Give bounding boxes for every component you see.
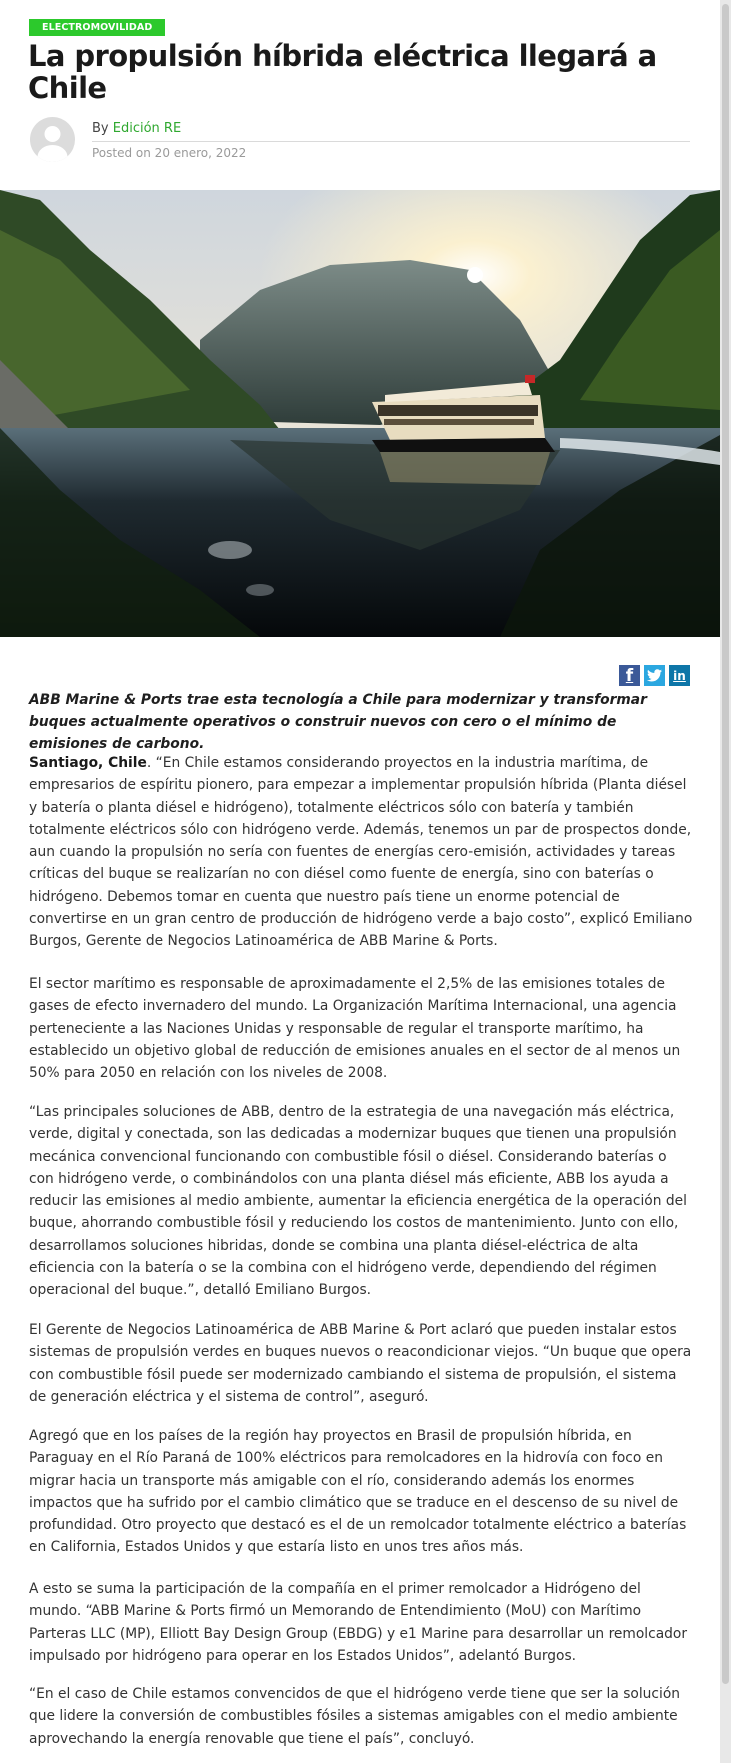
linkedin-share-icon[interactable]: in xyxy=(669,665,690,686)
byline-divider xyxy=(92,141,690,142)
category-badge[interactable]: ELECTROMOVILIDAD xyxy=(29,19,165,36)
article-title: La propulsión híbrida eléctrica llegará a Chile xyxy=(28,39,657,105)
bird-icon xyxy=(647,669,662,682)
paragraph-2: El sector marítimo es responsable de aproximadamente el 2,5% de las emisiones totales de gases de efecto invernadero del mundo. La Organización Marítima Internacional, una agencia perteneciente a las Naciones Unidas y responsable de regular el transporte marítimo, ha establecido un objetivo global de reducción de emisiones anuales en el sector de al menos un 50% para 2050 en relación con los niveles de 2008. xyxy=(29,976,681,1082)
byline xyxy=(92,121,181,136)
page-scrollbar[interactable] xyxy=(720,0,731,1763)
author-avatar xyxy=(30,117,75,162)
scrollbar-thumb[interactable] xyxy=(722,4,729,1684)
dateline: Santiago, Chile xyxy=(29,755,147,771)
paragraph-3: “Las principales soluciones de ABB, dentro de la estrategia de una navegación más eléctrica, verde, digital y conectada, son las dedicadas a modernizar buques que tienen una propulsión mecánica convencional funcionando con combustible fósil o diésel. Considerando baterías o con hidrógeno verde, o combinándolos con una planta diésel más eficiente, ABB los ayuda a reducir las emisiones al medio ambiente, aumentar la eficiencia energética de la operación del buque, ahorrando combustible fósil y reduciendo los costos de mantenimiento. Junto con ello, desarrollamos soluciones hibridas, donde se combina una planta diésel-eléctrica de alta eficiencia con la batería o se la combina con el hidrógeno verde, dependiendo del régimen operacional del buque.”, detalló Emiliano Burgos. xyxy=(29,1104,687,1299)
paragraph-5: Agregó que en los países de la región hay proyectos en Brasil de propulsión híbrida, en Paraguay en el Río Paraná de 100% eléctricos para remolcadores en la hidrovía con foco en migrar hacia un transporte más amigable con el río, considerando además los enormes impactos que ha sufrido por el cambio climático que se traduce en el descenso de su nivel de profundidad. Otro proyecto que destacó es el de un remolcador totalmente eléctrico a baterías en California, Estados Unidos y que estaría listo en unos tres años más. xyxy=(29,1428,687,1556)
paragraph-7: “En el caso de Chile estamos convencidos de que el hidrógeno verde tiene que ser la solución que lidere la conversión de combustibles fósiles a sistemas amigables con el medio ambiente aprovechando la energía renovable que tiene el país”, concluyó. xyxy=(29,1686,680,1747)
user-silhouette-icon xyxy=(30,117,75,162)
facebook-share-icon[interactable]: f xyxy=(619,665,640,686)
post-date: Posted on 20 enero, 2022 xyxy=(92,146,247,160)
paragraph-1-text: . “En Chile estamos considerando proyectos en la industria marítima, de empresarios de espíritu pionero, para empezar a implementar propulsión híbrida (Planta diésel y batería o planta diésel e hidrógeno), totalmente eléctricos sólo con batería y también totalmente eléctricos sólo con hidrógeno verde. Además, tenemos un par de prospectos donde, aun cuando la propulsión no sería con fuentes de energías cero-emisión, actividades y tareas críticas del buque se realizarían no con diésel como fuente de energía, sino con baterías o hidrógeno. Debemos tomar en cuenta que nuestro país tiene un enorme potencial de convertirse en un gran centro de producción de hidrógeno verde a bajo costo”, explicó Emiliano Burgos, Gerente de Negocios Latinoamérica de ABB Marine & Ports. xyxy=(29,755,693,950)
article-lead: ABB Marine & Ports trae esta tecnología a Chile para modernizar y transformar buques actualmente operativos o construir nuevos con cero o el mínimo de emisiones de carbono. xyxy=(29,692,647,752)
paragraph-4: El Gerente de Negocios Latinoamérica de ABB Marine & Port aclaró que pueden instalar estos sistemas de propulsión verdes en buques nuevos o reacondicionar viejos. “Un buque que opera con combustible fósil puede ser modernizado cambiando el sistema de propulsión, el sistema de generación eléctrica y el sistema de control”, aseguró. xyxy=(29,1322,692,1405)
paragraph-6: A esto se suma la participación de la compañía en el primer remolcador a Hidrógeno del mundo. “ABB Marine & Ports firmó un Memorando de Entendimiento (MoU) con Marítimo Parteras LLC (MP), Elliott Bay Design Group (EBDG) y e1 Marine para desarrollar un remolcador impulsado por hidrógeno para operar en los Estados Unidos”, adelantó Burgos. xyxy=(29,1581,688,1664)
author-link[interactable]: Edición RE xyxy=(112,121,182,136)
twitter-share-icon[interactable] xyxy=(644,665,665,686)
paragraph-1 xyxy=(29,752,693,953)
hero-image xyxy=(0,190,720,637)
byline-by: By xyxy=(92,121,109,136)
